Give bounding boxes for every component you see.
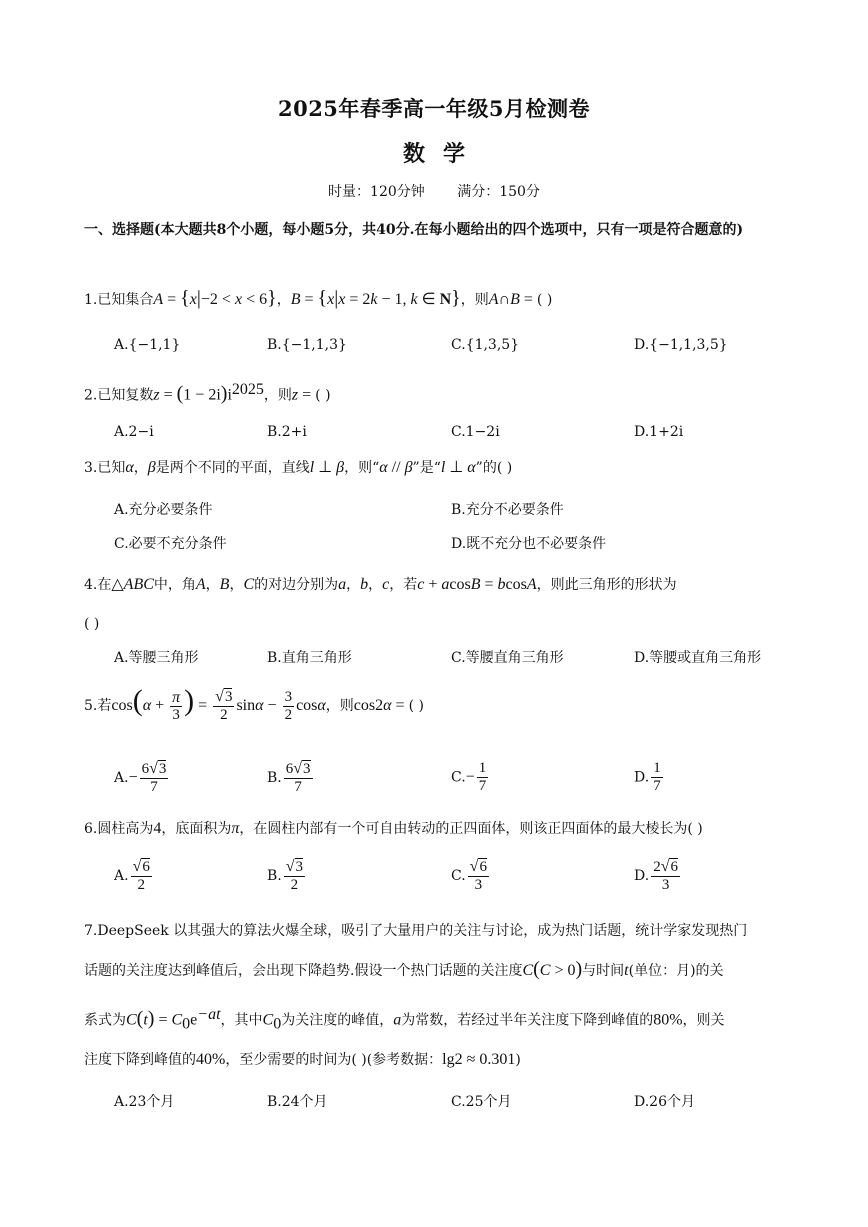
question-2: 2.已知复数$z = (1 - 2i)i^{2025}$，则z = ( ) xyxy=(84,381,331,405)
q2-option-a[interactable]: A.2−i xyxy=(114,424,154,440)
q1-prefix: 1.已知集合 xyxy=(84,292,154,308)
q1-option-a[interactable]: A.{−1,1} xyxy=(114,337,181,353)
q1-option-d[interactable]: D.{−1,1,3,5} xyxy=(634,337,728,353)
question-5: 5.若cos(α + $\frac{\pi}{3}$ ) = $\frac{√3}{2}$ sinα − $\frac{3}{2}$ cosα，则cos2α = ( ) xyxy=(84,684,424,723)
q7-option-c[interactable]: C.25个月 xyxy=(451,1094,512,1110)
q1-option-c[interactable]: C.{1,3,5} xyxy=(451,337,520,353)
q7-option-d[interactable]: D.26个月 xyxy=(634,1094,695,1110)
score-label: 满分：150分 xyxy=(457,184,540,200)
question-7-line-3: 系式为$C(t) = C_0e^{-at}$，其中$C_0$为关注度的峰值，a为常数，若经过半年关注度下降到峰值的80%，则关 xyxy=(84,1006,725,1033)
question-7-line-4: 注度下降到峰值的40%，至少需要的时间为( )(参考数据：lg2 ≈ 0.301) xyxy=(84,1051,521,1068)
section-heading: 一、选择题(本大题共8个小题，每小题5分，共40分.在每小题给出的四个选项中，只有一项是符合题意的) xyxy=(84,222,744,238)
q1-set-a: A xyxy=(153,291,164,308)
q2-option-d[interactable]: D.1+2i xyxy=(634,424,684,440)
q4-option-c[interactable]: C.等腰直角三角形 xyxy=(451,650,564,666)
question-6: 6.圆柱高为4，底面积为π，在圆柱内部有一个可自由转动的正四面体，则该正四面体的最大棱长为( ) xyxy=(84,820,703,837)
exam-subject: 数学 xyxy=(402,141,483,167)
q6-option-b[interactable]: B. $\frac{√3}{2}$ xyxy=(267,858,304,893)
q2-option-b[interactable]: B.2+i xyxy=(267,424,307,440)
q7-option-a[interactable]: A.23个月 xyxy=(114,1094,175,1110)
q6-option-c[interactable]: C. $\frac{√6}{3}$ xyxy=(451,858,487,893)
q3-option-c[interactable]: C.必要不充分条件 xyxy=(114,536,227,552)
q4-option-d[interactable]: D.等腰或直角三角形 xyxy=(634,650,762,666)
exam-info xyxy=(0,181,868,201)
time-label: 时量：120分钟 xyxy=(328,184,425,200)
q6-option-a[interactable]: A. $\frac{√6}{2}$ xyxy=(114,858,150,893)
q4-option-b[interactable]: B.直角三角形 xyxy=(267,650,352,666)
q3-option-d[interactable]: D.既不充分也不必要条件 xyxy=(451,536,607,552)
question-7-line-1: 7.DeepSeek 以其强大的算法火爆全球，吸引了大量用户的关注与讨论，成为热门话题，统计学家发现热门 xyxy=(84,923,748,939)
q3-option-b[interactable]: B.充分不必要条件 xyxy=(451,502,564,518)
question-1: 1.已知集合A = {x|−2 < x < 6}，B = {x|x = 2k − 1, k ∈ N}，则A∩B = ( ) xyxy=(84,287,553,309)
exam-title: 2025年春季高一年级5月检测卷 xyxy=(277,96,591,121)
q5-option-b[interactable]: B. $\frac{6√3}{7}$ xyxy=(267,760,311,795)
q4-option-a[interactable]: A.等腰三角形 xyxy=(114,650,199,666)
question-4-paren: ( ) xyxy=(84,616,100,632)
q3-option-a[interactable]: A.充分必要条件 xyxy=(114,502,213,518)
question-7-line-2: 话题的关注度达到峰值后，会出现下降趋势.假设一个热门话题的关注度C(C > 0)与时间t(单位：月)的关 xyxy=(84,958,724,980)
q7-option-b[interactable]: B.24个月 xyxy=(267,1094,328,1110)
q2-option-c[interactable]: C.1−2i xyxy=(451,424,500,440)
q5-option-a[interactable]: A.− $\frac{6√3}{7}$ xyxy=(114,760,167,795)
question-4: 4.在△ABC中，角A，B，C的对边分别为a，b，c，若c + acosB = bcosA，则此三角形的形状为 xyxy=(84,576,677,593)
q5-option-d[interactable]: D. $\frac{1}{7}$ xyxy=(634,760,661,794)
q1-option-b[interactable]: B.{−1,1,3} xyxy=(267,337,347,353)
q5-option-c[interactable]: C.− $\frac{1}{7}$ xyxy=(451,760,487,794)
question-3: 3.已知α，β是两个不同的平面，直线l ⊥ β，则“α // β”是“l ⊥ α”的( ) xyxy=(84,459,513,476)
q6-option-d[interactable]: D. $\frac{2√6}{3}$ xyxy=(634,858,678,893)
